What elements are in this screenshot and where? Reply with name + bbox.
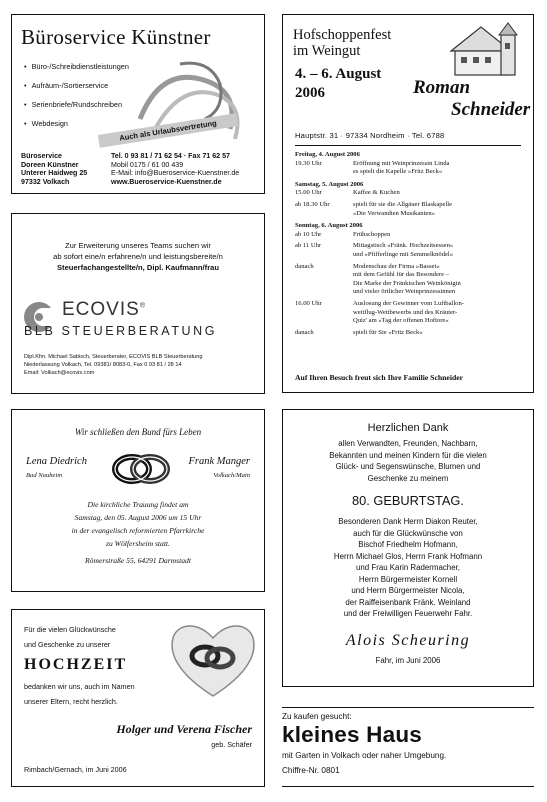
thanks-line: Herrn Michael Glos, Herrn Frank Hofmann (333, 551, 483, 561)
bride-name: Lena Diedrich (26, 456, 87, 467)
intro-line: Zur Erweiterung unseres Teams suchen wir (65, 241, 211, 250)
ceremony-line: zu Wölfersheim statt. (106, 539, 170, 548)
program-row (295, 263, 527, 297)
service-item: • Serienbriefe/Rundschreiben (24, 95, 129, 114)
fest-date (295, 65, 381, 103)
program-row (295, 189, 527, 198)
thanks-title: Herzlichen Dank (367, 422, 449, 434)
birthday-headline: 80. GEBURTSTAG. (352, 493, 464, 508)
thanks-body-1 (283, 438, 533, 484)
signature: Holger und Verena Fischer (116, 722, 252, 736)
thanks-line: Für die vielen Glückwünsche (24, 625, 116, 634)
hochzeit-headline: HOCHZEIT (24, 656, 128, 673)
ad-birthday-thanks (282, 409, 534, 687)
ecovis-subtitle: BLB STEUERBERATUNG (24, 324, 218, 338)
program-line: Kaffee & Kuchen (353, 189, 400, 197)
program-line: und vieler örtlicher Weinprinzessinnen (353, 288, 456, 296)
program-desc (353, 263, 527, 297)
address-line: Doreen Künstner (21, 160, 79, 169)
chiffre-number: Chiffre-Nr. 0801 (282, 766, 340, 775)
program-time: danach (295, 328, 314, 336)
fest-footer: Auf Ihren Besuch freut sich Ihre Familie Schneider (295, 373, 464, 382)
ceremony-text (12, 498, 264, 550)
thanks-line: Besonderen Dank Herrn Diakon Reuter, (338, 517, 478, 526)
thanks-line: Bischof Friedhelm Hofmann, (358, 540, 458, 549)
program-line: Quiz' am »Tag der offenen Hoftore« (353, 317, 449, 325)
service-list (24, 57, 129, 133)
maiden-name: geb. Schäfer (211, 740, 252, 749)
program-row (295, 300, 527, 326)
spacer (295, 337, 527, 340)
program-desc (353, 160, 527, 177)
groom-name: Frank Manger (188, 456, 250, 467)
contact-block (111, 152, 239, 186)
program-row (295, 329, 527, 338)
wedding-address: Römerstraße 55, 64291 Darmstadt (85, 556, 191, 565)
wedding-headline: Wir schließen den Bund fürs Leben (74, 427, 202, 437)
thanks-line: unserer Eltern, recht herzlich. (24, 697, 118, 706)
service-item: • Aufräum-/Sortierservice (24, 76, 129, 95)
ecovis-name: ECOVIS (62, 299, 140, 320)
address-line: Büroservice (21, 152, 63, 160)
program-line: spielt für Sie »Fritz Beck« (353, 328, 423, 336)
thanks-line: allen Verwandten, Freunden, Nachbarn, (338, 439, 478, 448)
ad-bueroservice (11, 14, 265, 194)
address-line: 97332 Volkach (21, 177, 70, 186)
thanks-line: Geschenke zu meinem (367, 473, 449, 483)
winery-house-icon (441, 21, 523, 77)
program-desc (353, 189, 527, 198)
winery-address: Hauptstr. 31 · 97334 Nordheim · Tel. 6788 (295, 131, 445, 140)
program-desc (353, 201, 527, 218)
thanks-line: Glück- und Segenswünsche, Blumen und (335, 462, 481, 471)
thanks-line: und Geschenke zu unserer (24, 640, 111, 649)
ceremony-line: Die kirchliche Trauung findet am (87, 500, 189, 509)
groom-place: Volkach/Main (213, 472, 250, 479)
program-line: »Die Verwandten Musikanten« (353, 209, 435, 217)
title-line: im Weingut (293, 43, 361, 59)
wanted-headline: kleines Haus (282, 722, 422, 747)
thanks-body (24, 679, 135, 709)
service-item: • Webdesign (24, 114, 129, 133)
job-intro (12, 240, 264, 273)
date-line: 4. – 6. August (295, 66, 382, 82)
program-line: Auslosung der Gewinner vom Luftballon- (353, 299, 464, 307)
program-time: 16.00 Uhr (295, 299, 322, 307)
registered-mark: ® (139, 302, 146, 310)
email[interactable]: E-Mail: info@Bueroservice-Kuenstner.de (111, 169, 240, 177)
program-desc (353, 300, 527, 326)
program-line: und »Pfifferlinge mit Semmelknödel« (353, 250, 454, 258)
program-day: Sonntag, 6. August 2006 (295, 222, 363, 230)
small-line[interactable]: Email: Volkach@ecovis.com (24, 370, 95, 376)
website[interactable]: www.Bueroservice-Kuenstner.de (111, 177, 222, 186)
program-time: danach (295, 262, 314, 270)
thanks-line: der Raiffeisenbank Fränk. Weinland (345, 597, 471, 607)
program-row (295, 201, 527, 218)
program-row (295, 231, 527, 240)
thanks-body-2 (283, 516, 533, 620)
service-item: • Büro-/Schreibdienstleistungen (24, 57, 129, 76)
stamp-label: Auch als Urlaubsvertretung (98, 113, 238, 148)
small-line: Dipl.Kfm. Michael Sabisch, Steuerberater, ECOVIS BLB Steuerberatung (24, 354, 203, 360)
thanks-line: bedanken wir uns, auch im Namen (24, 682, 135, 691)
wanted-detail: mit Garten in Volkach oder naher Umgebung. (282, 751, 447, 760)
thanks-line: und Herrn Bürgermeister Nicola, (351, 586, 465, 595)
spacer (295, 218, 527, 221)
program-line: es spielt die Kapelle »Fritz Beck« (353, 168, 443, 176)
program-line: Die Marke der Fränkischen Weinkönigin (353, 279, 461, 287)
contact-small (24, 353, 202, 377)
program-line: spielt für sie die Allgäuer Blaskapelle (353, 200, 453, 208)
thanks-intro (24, 622, 116, 652)
winery-surname: Schneider (451, 99, 531, 120)
ecovis-wordmark (62, 299, 146, 321)
job-title: Steuerfachangestellte/n, Dipl. Kaufmann/frau (56, 263, 220, 272)
fest-title (293, 27, 391, 59)
address-line: Unterer Haidweg 25 (21, 169, 88, 177)
ad-house-wanted (282, 707, 534, 787)
small-line: Niederlassung Volkach, Tel. 09381/ 8083-0, Fax 0 93 81 / 28 14 (24, 362, 182, 368)
date-line: 2006 (295, 85, 325, 101)
program-desc (353, 231, 527, 240)
heart-rings-icon (167, 618, 259, 700)
brand-title: Büroservice Künstner (21, 25, 211, 49)
wedding-rings-icon (110, 451, 172, 487)
program-row (295, 160, 527, 177)
winery-name: Roman (413, 77, 471, 98)
program-line: Eröffnung mit Weinprinzessin Linda (353, 159, 450, 167)
program-time: ab 11 Uhr (295, 242, 322, 250)
bride-place: Bad Nauheim (26, 472, 63, 479)
thanks-line: und der Freiwilligen Feuerwehr Fahr. (343, 609, 473, 618)
divider (295, 145, 521, 146)
program-time: ab 10 Uhr (295, 230, 322, 238)
place-date: Rimbach/Gernach, im Juni 2006 (24, 765, 127, 774)
program-line: Frühschoppen (353, 230, 391, 238)
program-row (295, 242, 527, 259)
program-desc (353, 242, 527, 259)
program-line: Mittagstisch »Fränk. Hochzeitsessen« (353, 242, 454, 250)
program-line: weitflug-Wettbewerbs und des Kräuter- (353, 308, 458, 316)
ceremony-line: Samstag, den 05. August 2006 um 15 Uhr (74, 513, 202, 522)
program-day: Samstag, 5. August 2006 (295, 180, 364, 188)
intro-line: ab sofort eine/n erfahrene/n und leistungsbereite/n (53, 252, 223, 261)
place-date: Fahr, im Juni 2006 (375, 656, 441, 665)
address-block (21, 152, 87, 186)
ceremony-line: in der evangelisch reformierten Pfarrkirche (71, 526, 205, 535)
thanks-line: Herrn Bürgermeister Kornell (358, 574, 458, 584)
thanks-line: Bekannten und meinen Kindern für die vielen (329, 450, 487, 460)
thanks-line: auch für die Glückwünsche von (353, 528, 463, 538)
ad-hofschoppenfest (282, 14, 534, 393)
ad-wedding (11, 409, 265, 592)
signature: Alois Scheuring (345, 632, 471, 649)
wanted-label: Zu kaufen gesucht: (282, 712, 352, 721)
program-time: ab 18.30 Uhr (295, 200, 330, 208)
thanks-line: und Frau Karin Radermacher, (356, 563, 460, 572)
program-line: Modenschau der Firma »Basset« (353, 262, 440, 270)
program-line: mit dem Gefühl für das Besondere – (353, 271, 449, 279)
program-day: Freitag, 4. August 2006 (295, 151, 360, 158)
mobile: Mobil 0175 / 61 00 439 (111, 160, 184, 169)
spacer (295, 177, 527, 180)
ad-ecovis (11, 213, 265, 394)
program-time: 15.00 Uhr (295, 189, 322, 197)
title-line: Hofschoppenfest (293, 27, 392, 43)
program-schedule (295, 150, 527, 340)
ad-wedding-thanks (11, 609, 265, 787)
phone: Tel. 0 93 81 / 71 62 54 · Fax 71 62 57 (111, 152, 230, 160)
program-desc (353, 329, 527, 338)
program-time: 19.30 Uhr (295, 159, 322, 167)
